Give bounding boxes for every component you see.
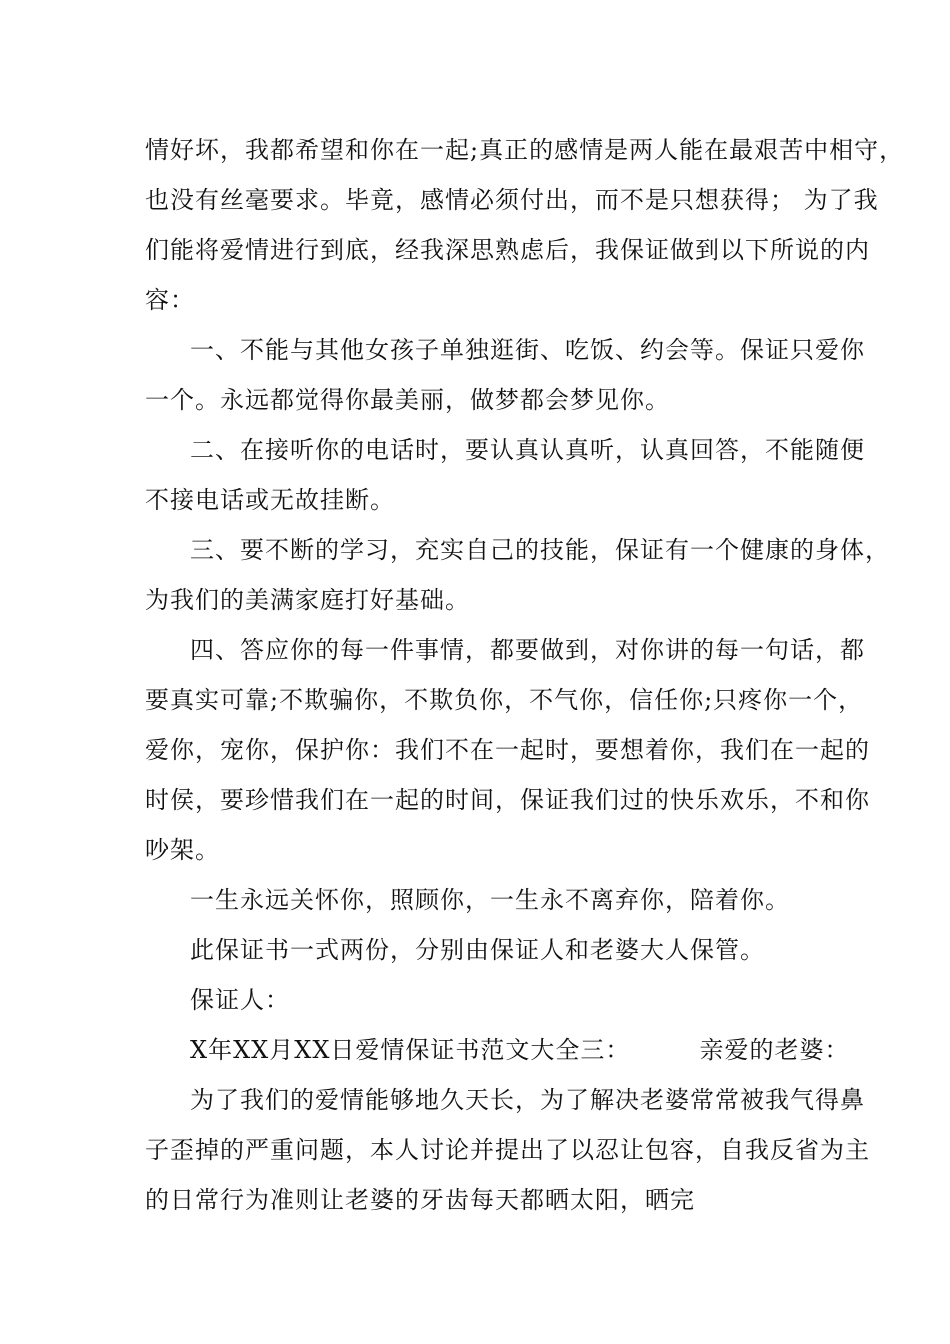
text-line: 为我们的美满家庭打好基础。: [145, 586, 470, 614]
text-line: 保证人：: [190, 986, 290, 1014]
text-line: 三、要不断的学习，充实自己的技能，保证有一个健康的身体，: [190, 536, 890, 564]
text-line: 一个。永远都觉得你最美丽，做梦都会梦见你。: [145, 386, 670, 414]
text-line: 一生永远关怀你，照顾你，一生永不离弃你，陪着你。: [190, 886, 790, 914]
text-line: 要真实可靠;不欺骗你，不欺负你，不气你，信任你;只疼你一个，: [145, 686, 864, 714]
text-line: 一、不能与其他女孩子单独逛街、吃饭、约会等。保证只爱你: [190, 336, 865, 364]
text-line: 的日常行为准则让老婆的牙齿每天都晒太阳，晒完: [145, 1186, 695, 1214]
text-line: 此保证书一式两份，分别由保证人和老婆大人保管。: [190, 936, 765, 964]
text-line: 们能将爱情进行到底，经我深思熟虑后，我保证做到以下所说的内: [145, 236, 870, 264]
text-line: 不接电话或无故挂断。: [145, 486, 395, 514]
text-line: 吵架。: [145, 836, 220, 864]
text-line: 容：: [145, 286, 195, 314]
text-line: 二、在接听你的电话时，要认真认真听，认真回答，不能随便: [190, 436, 865, 464]
text-line: 四、答应你的每一件事情，都要做到，对你讲的每一句话，都: [190, 636, 865, 664]
text-line: 爱你，宠你，保护你：我们不在一起时，要想着你，我们在一起的: [145, 736, 870, 764]
text-line: 子歪掉的严重问题，本人讨论并提出了以忍让包容，自我反省为主: [145, 1136, 870, 1164]
text-line: X年XX月XX日爱情保证书范文大全三： 亲爱的老婆：: [190, 1036, 850, 1064]
text-line: 时侯，要珍惜我们在一起的时间，保证我们过的快乐欢乐，不和你: [145, 786, 870, 814]
text-line: 情好坏，我都希望和你在一起;真正的感情是两人能在最艰苦中相守，: [145, 136, 905, 164]
text-line: 为了我们的爱情能够地久天长，为了解决老婆常常被我气得鼻: [190, 1086, 865, 1114]
text-line: 也没有丝毫要求。毕竟，感情必须付出，而不是只想获得； 为了我: [145, 186, 879, 214]
